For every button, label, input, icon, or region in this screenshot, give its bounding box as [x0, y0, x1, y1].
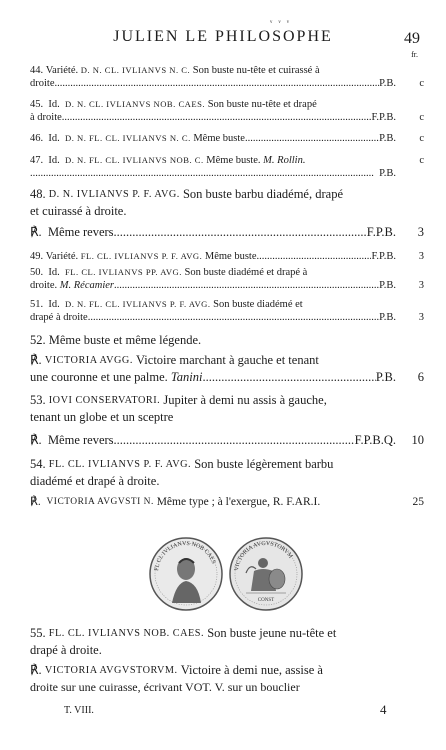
catalog-entry-44: 44. Variété. D. N. CL. IVLIANVS N. C. Son buste nu-tête et cuirassé à droite ..... P.B. c — [30, 64, 396, 90]
rarity: F.P.B. — [371, 112, 396, 123]
rarity: P.B. — [379, 280, 396, 291]
legend: VICTORIA AVGVSTI N. — [46, 497, 154, 507]
rarity: F.AR.I. — [286, 496, 321, 508]
entry-number: 47. — [30, 155, 44, 166]
legend: D. N. FL. CL. IVLIANVS P. F. AVG. — [65, 299, 211, 309]
value: c — [419, 112, 424, 123]
entry-number: 44. — [30, 65, 44, 76]
entry-number: 46. — [30, 133, 44, 144]
collector: M. Récamier — [59, 280, 114, 291]
legend: VICTORIA AVGG. — [44, 355, 133, 366]
value: 3 — [418, 280, 424, 291]
catalog-entry-47: 47. Id. D. N. FL. CL. IVLIANVS NOB. C. Même buste. M. Rollin. ..... P.B. c — [30, 154, 396, 180]
rarity: P.B. — [375, 370, 396, 384]
catalog-entry-45: 45. Id. D. N. CL. IVLIANVS NOB. CAES. Son buste nu-tête et drapé à droite ..... F.P.B. c — [30, 98, 396, 124]
legend: D. N. CL. IVLIANVS NOB. CAES. — [65, 99, 206, 109]
rarity: P.B. — [379, 168, 396, 179]
entry-number: 51. — [30, 299, 44, 310]
entry-number: 50. — [30, 267, 44, 278]
rarity: F.P.B. — [366, 225, 396, 239]
reverse-entry-53: ℟. Même revers ..... F.P.B.Q. 10 — [30, 432, 396, 449]
collector: Tanini — [170, 370, 203, 384]
value: c — [419, 155, 424, 166]
catalog-entry-52: 52. Même buste et même légende. — [30, 333, 202, 347]
reverse-mark: ℟. — [30, 663, 42, 677]
value: 25 — [412, 496, 424, 508]
value: c — [419, 133, 424, 144]
volume-mark: T. VIII. — [64, 705, 94, 716]
legend: FL. CL. IVLIANVS P. F. AVG. — [80, 251, 203, 261]
rarity: F.P.B.Q. — [354, 433, 396, 447]
reverse-entry-48: ℟. Même revers ..... F.P.B. 3 — [30, 224, 396, 241]
rarity: F.P.B. — [371, 251, 396, 262]
value: 3 — [417, 225, 424, 239]
catalog-entry-50: 50. Id. FL. CL. IVLIANVS PP. AVG. Son buste diadémé et drapé à droite. M. Récamier ..... P.B. 3 — [30, 266, 396, 292]
value: 10 — [411, 433, 424, 447]
legend: IOVI CONSERVATORI. — [48, 395, 161, 406]
catalog-entry-48: 48. D. N. IVLIANVS P. F. AVG. Son buste barbu diadémé, drapé et cuirassé à droite. — [30, 187, 343, 218]
reverse-mark: ℟. — [30, 353, 42, 367]
entry-number: 52. — [30, 333, 46, 347]
rarity: P.B. — [379, 78, 396, 89]
legend: FL. CL. IVLIANVS P. F. AVG. — [48, 459, 192, 470]
rarity: P.B. — [379, 133, 396, 144]
reverse-entry-55: ℟. VICTORIA AVGVSTORVM. Victoire à demi nue, assise à droite sur une cuirasse, écrivant VOT. V. sur un bouclier — [30, 663, 323, 694]
page-title: JULIEN LE PHILOSOPHE — [113, 28, 333, 45]
reverse-mark: ℟. — [30, 225, 42, 239]
reverse-entry-54: ℟. VICTORIA AVGVSTI N. Même type ; à l'exergue, R. F.AR.I. 25 — [30, 496, 424, 508]
signature-mark: 4 — [380, 702, 387, 717]
legend: VICTORIA AVGVSTORVM. — [44, 665, 178, 676]
value: 3 — [418, 312, 424, 323]
page-number: 49 — [404, 30, 420, 47]
entry-number: 48. — [30, 187, 46, 201]
legend: FL. CL. IVLIANVS NOB. CAES. — [48, 628, 205, 639]
catalog-entry-53: 53. IOVI CONSERVATORI. Jupiter à demi nu assis à gauche, tenant un globe et un sceptre — [30, 393, 327, 424]
reverse-entry-52: ℟. VICTORIA AVGG. Victoire marchant à gauche et tenant une couronne et une palme. Tanini ..... P.B. 6 — [30, 352, 396, 386]
coin-illustration — [146, 533, 306, 615]
coin-reverse-legend: VICTORIA AVGVSTORVM — [234, 540, 294, 572]
coin-reverse — [230, 538, 302, 610]
catalog-entry-46: 46. Id. D. N. FL. CL. IVLIANVS N. C. Même buste ..... P.B. c — [30, 132, 396, 145]
catalog-entry-51: 51. Id. D. N. FL. CL. IVLIANVS P. F. AVG. Son buste diadémé et drapé à droite ..... P.B. 3 — [30, 298, 396, 324]
legend: D. N. FL. CL. IVLIANVS NOB. C. — [65, 155, 204, 165]
legend: D. N. CL. IVLIANVS N. C. — [80, 65, 191, 75]
catalog-entry-55: 55. FL. CL. IVLIANVS NOB. CAES. Son buste jeune nu-tête et drapé à droite. — [30, 626, 337, 657]
printer-marks: ᵛ ᵛ ᵛ — [270, 18, 292, 27]
value-unit: fr. — [411, 50, 418, 59]
coin-obverse-legend: FL CL IVLIANVS NOB CAES — [154, 540, 217, 572]
legend: D. N. IVLIANVS P. F. AVG. — [48, 189, 180, 200]
entry-number: 45. — [30, 99, 44, 110]
value: 6 — [417, 370, 424, 384]
rarity: P.B. — [379, 312, 396, 323]
reverse-mark: ℟. — [30, 496, 41, 508]
value: 3 — [418, 251, 424, 262]
legend: D. N. FL. CL. IVLIANVS N. C. — [65, 133, 191, 143]
coin-exergue: CONST — [257, 598, 275, 603]
coin-obverse — [150, 538, 222, 610]
reverse-mark: ℟. — [30, 433, 42, 447]
entry-number: 55. — [30, 626, 46, 640]
catalog-entry-49: 49. Variété. FL. CL. IVLIANVS P. F. AVG. Même buste ..... F.P.B. 3 — [30, 250, 396, 263]
value: c — [419, 78, 424, 89]
catalog-entry-54: 54. FL. CL. IVLIANVS P. F. AVG. Son buste légèrement barbu diadémé et drapé à droite. — [30, 457, 334, 488]
entry-number: 49. — [30, 251, 44, 262]
legend: FL. CL. IVLIANVS PP. AVG. — [65, 267, 182, 277]
entry-number: 53. — [30, 393, 46, 407]
page-header — [0, 16, 446, 59]
entry-number: 54. — [30, 457, 46, 471]
collector: M. Rollin. — [263, 155, 306, 166]
